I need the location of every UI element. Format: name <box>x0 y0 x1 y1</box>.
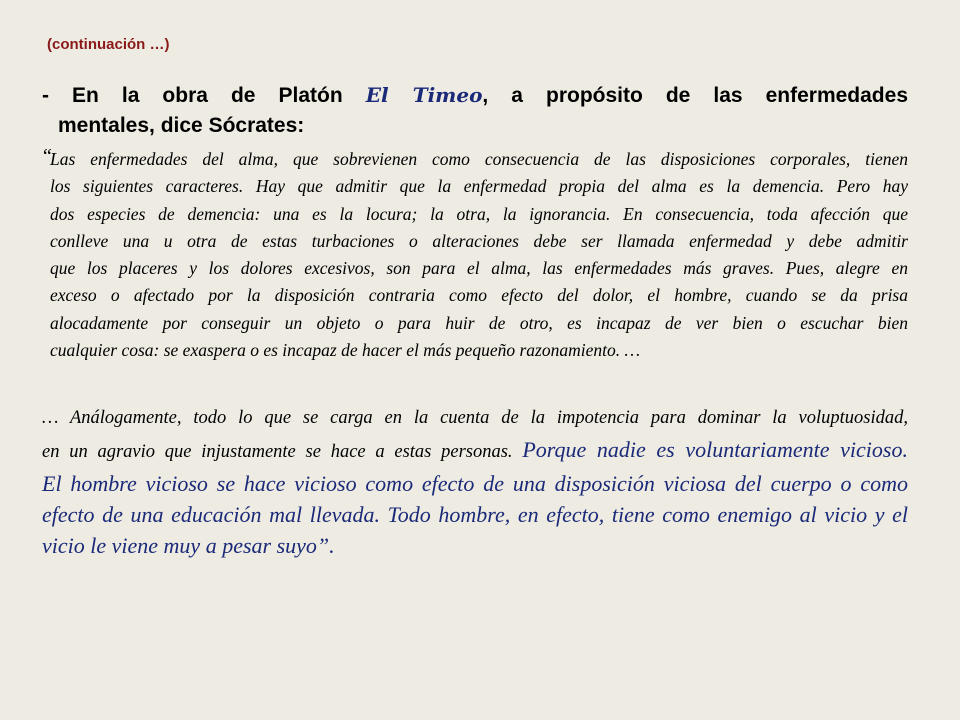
quote-line: conlleve una u otra de estas turbaciones o alteraciones debe ser llamada enfermedad y debe admitir <box>50 230 908 251</box>
intro-line-1 <box>42 80 908 111</box>
quote-line: cualquier cosa: se exaspera o es incapaz de hacer el más pequeño razonamiento. … <box>50 340 641 361</box>
quote-line: los siguientes caracteres. Hay que admitir que la enfermedad propia del alma es la demencia. Pero hay <box>50 176 908 197</box>
opening-quote-mark: “ <box>41 145 53 167</box>
second-quote <box>42 403 908 561</box>
quote-line: dos especies de demencia: una es la locura; la otra, la ignorancia. En consecuencia, toda afección que <box>50 203 908 224</box>
second-line-2-highlight: Porque nadie es voluntariamente vicioso. <box>522 437 908 462</box>
continuation-label: (continuación …) <box>47 36 170 53</box>
intro-prefix: - En la obra de Platón <box>42 84 366 107</box>
second-line-4: efecto de una educación mal llevada. Todo hombre, en efecto, tiene como enemigo al vicio y el <box>42 502 908 527</box>
quote-line: que los placeres y los dolores excesivos, son para el alma, las enfermedades más graves. Pues, alegre en <box>50 258 908 279</box>
intro-paragraph <box>42 80 908 141</box>
socrates-quote <box>41 145 908 364</box>
second-line-2-plain: en un agravio que injustamente se hace a estas personas. <box>42 442 523 462</box>
second-line-3: El hombre vicioso se hace vicioso como efecto de una disposición viciosa del cuerpo o como <box>42 471 908 496</box>
second-line-5: vicio le viene muy a pesar suyo”. <box>42 533 335 558</box>
quote-line: alocadamente por conseguir un objeto o para huir de otro, es incapaz de ver bien o escuchar bien <box>50 312 908 333</box>
work-title: El Timeo <box>365 83 483 107</box>
intro-line-2: mentales, dice Sócrates: <box>58 114 305 137</box>
second-line-2 <box>42 434 908 468</box>
quote-line: exceso o afectado por la disposición contraria como efecto del dolor, el hombre, cuando se da prisa <box>50 285 908 306</box>
quote-line: Las enfermedades del alma, que sobrevienen como consecuencia de las disposiciones corporales, tienen <box>50 149 908 169</box>
intro-suffix: , a propósito de las enfermedades <box>482 84 908 107</box>
second-line-1: … Análogamente, todo lo que se carga en la cuenta de la impotencia para dominar la voluptuosidad, <box>42 408 908 428</box>
